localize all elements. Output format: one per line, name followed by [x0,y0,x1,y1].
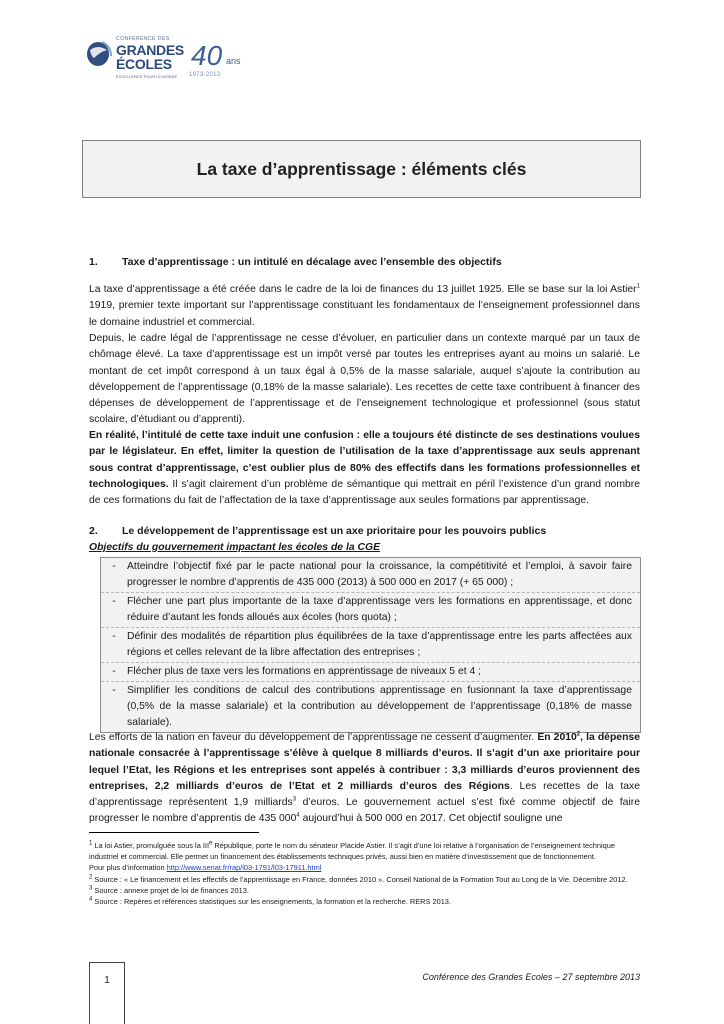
footer-text: Conférence des Grandes Ecoles – 27 septembre 2013 [422,972,640,982]
footnote-1-superscript: e [209,840,213,847]
footnote-3-text: Source : annexe projet de loi de finances 2013. [92,885,249,895]
paragraph-4-bold-a: En 2010 [537,732,577,743]
logo-anniversary: 40 [191,40,223,71]
objective-text: Définir des modalités de répartition plus équilibrées de la taxe d’apprentissage entre les parts affectées aux régions et celles relevant de la libre affectation des entreprises ; [127,631,632,658]
page-number-box [89,962,125,1024]
page-title: La taxe d’apprentissage : éléments clés [196,158,527,179]
footnote-1 [89,840,640,862]
footnote-4-text: Source : Repères et références statistiques sur les enseignements, la formation et la recherche. RERS 2013. [92,897,451,907]
footnote-ref-1: 1 [636,283,640,290]
section-1-number: 1. [89,256,98,268]
paragraph-1 [89,282,640,331]
section-2-heading [89,525,546,537]
section-1-heading [89,256,502,268]
section-2-title: Le développement de l’apprentissage est un axe prioritaire pour les pouvoirs publics [122,525,547,537]
paragraph-1-text-a: La taxe d’apprentissage a été créée dans le cadre de la loi de finances du 13 juillet 1925. Elle se base sur la loi Astier [89,284,637,295]
logo-tagline: EXCELLENCE POUR LE MONDE [116,74,178,79]
dash-bullet: - [112,666,116,677]
paragraph-2 [89,331,640,429]
footnotes [89,840,640,907]
section-1-title: Taxe d’apprentissage : un intitulé en décalage avec l’ensemble des objectifs [122,256,502,268]
paragraph-2-text: Depuis, le cadre légal de l’apprentissage ne cesse d’évoluer, en particulier dans un contexte marqué par un taux de chômage élevé. La taxe d’apprentissage est un impôt versé par toutes les entreprises ayant au moins un salarié. Le montant de cet impôt correspond à un taux égal à 0,5% de la masse salariale, auquel s’ajoute la contribution au développement de l’apprentissage (0,18% de la masse salariale). Les recettes de cette taxe contribuent à financer des dépenses de développement de l’apprentissage et de l’enseignement technologique et professionnel (sous statut scolaire, d’étudiant ou d’apprenti). [89,333,640,426]
objectives-heading: Objectifs du gouvernement impactant les écoles de la CGE [89,542,381,553]
dash-bullet: - [112,561,116,572]
objective-item [101,663,640,682]
dash-bullet: - [112,631,116,642]
footnote-2-text: Source : « Le financement et les effectifs de l’apprentissage en France, données 2010 ». Conseil National de la Formation Tout au Long de la Vie. Décembre 2012. [92,874,628,884]
footnote-ref-3: 3 [292,796,297,803]
objective-item [101,593,640,628]
footnote-1-more-label: Pour plus d’information [89,863,167,873]
objective-item [101,628,640,663]
footnote-1-more [89,862,640,873]
dash-bullet: - [112,596,116,607]
cge-logo [86,30,286,86]
logo-line-1: CONFÉRENCE DES [116,36,170,42]
logo-anniversary-suffix: ans [226,56,241,66]
footnote-4-number: 4 [89,896,93,903]
paragraph-4-text-d: aujourd’hui à 500 000 en 2017. Cet objectif souligne une [299,813,563,825]
logo-line-2: GRANDES [116,42,184,58]
footnote-ref-4: 4 [296,813,300,820]
paragraph-4-text-c: d’euros. Le gouvernement actuel s’est fixé comme objectif de faire progresser le nombre d’apprentis de 435 000 [89,797,640,825]
footnote-1-number: 1 [89,840,93,847]
page-number: 1 [104,975,110,986]
footnote-1-text-a: La loi Astier, promulguée sous la III [92,841,210,850]
paragraph-4-bold-b: , la dépense nationale consacrée à l’apprentissage s’élève à quelque 8 milliards d’euros. Il s’agit d’un axe prioritaire pour lequel l’Etat, les Régions et les entreprises sont appelés à contribuer : 3,3 milliards d’euros proviennent des entreprises, 2,2 milliards d’euros de l’Etat et 2 milliards d’euros des Régions [89,732,640,792]
dash-bullet: - [112,685,116,696]
footnote-3 [89,885,640,896]
objective-item [101,558,640,593]
paragraph-4-text-b: . Les recettes de la taxe d’apprentissage représentent 1,9 milliards [89,780,641,809]
objectives-box [100,557,641,733]
senat-link[interactable]: http://www.senat.fr/rap/l03-1791/l03-17911.html [166,863,322,873]
objective-text: Flécher plus de taxe vers les formations en apprentissage de niveaux 5 et 4 ; [127,666,482,677]
objective-text: Flécher une part plus importante de la taxe d’apprentissage vers les formations en apprentissage, et donc réduire d’autant les fonds alloués aux écoles (hors quota) ; [127,596,632,623]
footnote-separator [89,832,259,833]
objective-text: Simplifier les conditions de calcul des contributions apprentissage en fusionnant la taxe d’apprentissage (0,5% de la masse salariale) et la contribution au développement de l’apprentissage (0,18% de masse salariale). [127,685,632,728]
logo-line-3: ÉCOLES [116,56,172,72]
objective-item [101,682,640,732]
paragraph-3-text: Il s’agit clairement d’un problème de sémantique qui mettrait en péril l’existence d’un grand nombre de ces formations du fait de l’affectation de la taxe d’apprentissage aux seules formations par apprentissage. [89,478,640,507]
paragraph-4-text-a: Les efforts de la nation en faveur du développement de l’apprentissage ne cessent d’augmenter. [89,732,538,743]
objective-text: Atteindre l’objectif fixé par le pacte national pour la croissance, la compétitivité et l’emploi, à savoir faire progresser le nombre d’apprentis de 435 000 (2013) à 500 000 en 2017 (+ 65 000) ; [127,561,632,588]
paragraph-1-text-b: 1919, premier texte important sur l’apprentissage constituant les fondamentaux de l’enseignement professionnel dans le domaine industriel et commercial. [89,300,640,328]
footnote-4 [89,896,640,907]
footnote-3-number: 3 [89,885,93,892]
footnote-1-text-b: République, porte le nom du sénateur Placide Astier. Il s’agit d’une loi relative à l’organisation de l’enseignement technique industriel et commercial. Elle permet un financement des établissements techniques privés, aussi bien en matière d’investissement que de fonctionnement. [89,841,616,862]
section-2-number: 2. [89,525,98,537]
footnote-2-number: 2 [89,874,93,881]
globe-logo-icon [86,38,114,68]
paragraph-4 [89,730,640,828]
paragraph-3-bold: En réalité, l’intitulé de cette taxe induit une confusion : elle a toujours été distincte de ses destinations voulues par le législateur. En effet, limiter la question de l’utilisation de la taxe d’apprentissage aux seuls apprenant sous contrat d’apprentissage, c’est oublier plus de 80% des effectifs dans les formations professionnelles et technologiques. [89,430,640,490]
paragraph-3 [89,428,640,509]
logo-years: 1973-2013 [189,72,221,78]
footnote-2 [89,874,640,885]
title-box [82,140,641,198]
footnote-ref-2: 2 [576,731,581,738]
